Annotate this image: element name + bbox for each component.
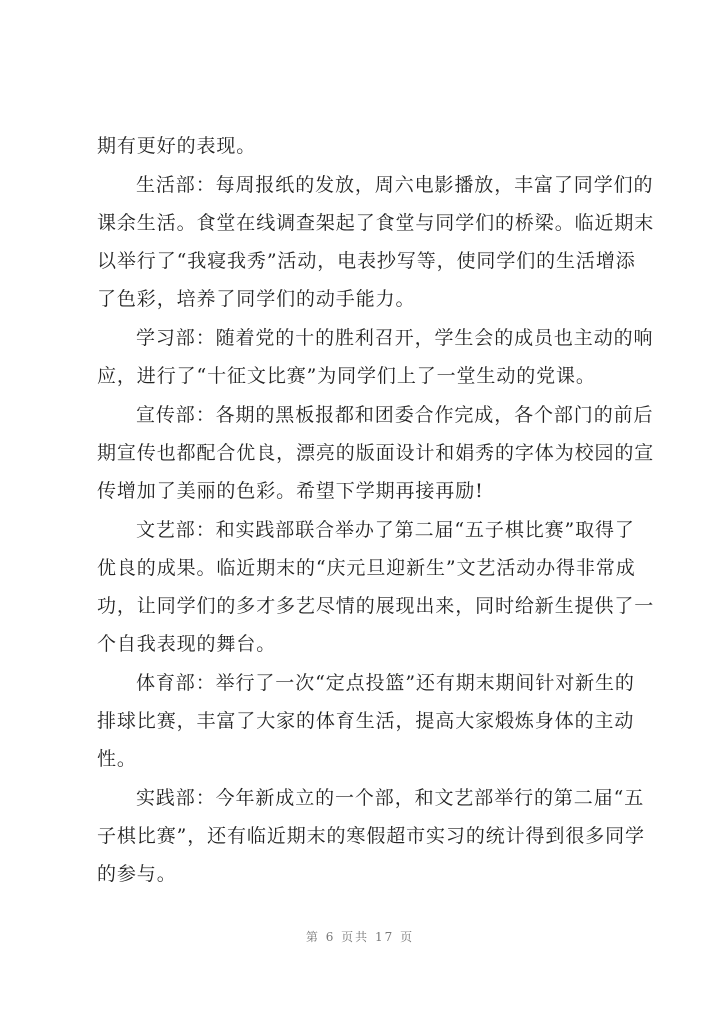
text-line: 以举行了“我寝我秀”活动，电表抄写等，使同学们的生活增添	[97, 250, 636, 272]
text-line: 子棋比赛”，还有临近期末的寒假超市实习的统计得到很多同学	[97, 825, 645, 847]
text-line: 的参与。	[97, 863, 177, 885]
text-line: 优良的成果。临近期末的“庆元旦迎新生”文艺活动办得非常成	[97, 557, 636, 579]
text-line: 性。	[97, 748, 137, 770]
paragraph-first-line: 宣传部：各期的黑板报都和团委合作完成，各个部门的前后	[136, 404, 654, 426]
text-line: 功，让同学们的多才多艺尽情的展现出来，同时给新生提供了一	[97, 595, 655, 617]
page-number-footer: 第 6 页共 17 页	[305, 930, 415, 944]
paragraph-first-line: 学习部：随着党的十的胜利召开，学生会的成员也主动的响	[136, 327, 654, 349]
text-line: 期宣传也都配合优良，漂亮的版面设计和娟秀的字体为校园的宣	[97, 442, 655, 464]
text-line: 了色彩，培养了同学们的动手能力。	[97, 288, 416, 310]
text-line: 排球比赛，丰富了大家的体育生活，提高大家煅炼身体的主动	[97, 710, 635, 732]
paragraph-first-line: 实践部：今年新成立的一个部，和文艺部举行的第二届“五	[136, 787, 645, 809]
text-line: 课余生活。食堂在线调查架起了食堂与同学们的桥梁。临近期末	[97, 212, 655, 234]
paragraph-first-line: 文艺部：和实践部联合举办了第二届“五子棋比赛”取得了	[136, 519, 635, 541]
text-line: 个自我表现的舞台。	[97, 633, 277, 655]
text-line: 传增加了美丽的色彩。希望下学期再接再励!	[97, 480, 484, 502]
text-line: 期有更好的表现。	[97, 135, 257, 157]
text-line: 应，进行了“十征文比赛”为同学们上了一堂生动的党课。	[97, 365, 596, 387]
paragraph-first-line: 生活部：每周报纸的发放，周六电影播放，丰富了同学们的	[136, 174, 654, 196]
paragraph-first-line: 体育部：举行了一次“定点投篮”还有期末期间针对新生的	[136, 672, 635, 694]
